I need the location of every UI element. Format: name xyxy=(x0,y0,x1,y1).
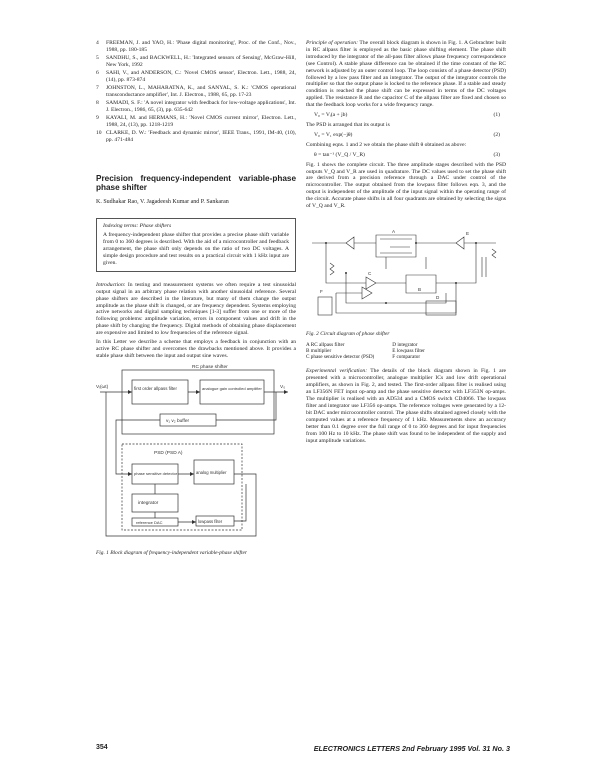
figure-1-block-diagram xyxy=(96,364,296,548)
svg-text:C: C xyxy=(368,270,372,276)
figure-2-caption: Fig. 2 Circuit diagram of phase shifter xyxy=(306,330,390,337)
svg-text:F: F xyxy=(320,288,323,294)
reference-item: 9 KAYALI, M. and HERMANS, H.: 'Novel CMOS current mirror', Electron. Lett., 1988, 24, (13), pp. 1218-1219 xyxy=(96,115,296,128)
principle-heading: Principle of operation: xyxy=(306,40,358,46)
reference-item: 6 SAHI, V., and ANDERSON, C.: 'Novel CMOS sensor', Electron. Lett., 1988, 24, (14), pp. 873-874 xyxy=(96,70,296,83)
reference-item: 4 FREEMAN, J. and YAO, H.: 'Phase digital monitoring', Proc. of the Conf., Nov., 1988, pp. 180-185 xyxy=(96,40,296,53)
experimental-heading: Experimental verification: xyxy=(306,368,368,375)
journal-info: ELECTRONICS LETTERS 2nd February 1995 Vol. 31 No. 3 xyxy=(313,744,510,753)
figure-2-circuit-diagram xyxy=(306,213,506,329)
reference-item: 8 SAMADI, S. F.: 'A novel integrator with feedback for low-voltage applications', Int. J. Electron., 1986, 65, (3), pp. 635-642 xyxy=(96,100,296,113)
legend-item: D integrator xyxy=(392,341,418,348)
principle-paragraph-2: Fig. 1 shows the complete circuit. The three amplitude stages described with the PSD outputs V_Q and V_R are used in quadrature. The DC values used to set the phase shift are derived from a precision reference through a DAC under control of the microcontroller. The output obtained from the lowpass filter follows eqn. 3, and the output is independent of the amplitude of the input signal within the operating range of the circuit. Accurate phase shifts in all four quadrants are obtained by selecting the signs of V_Q and V_R. xyxy=(306,161,506,210)
gain-label: analogue gain controlled amplifier xyxy=(202,385,262,391)
intro-paragraph: Introduction: In testing and measurement systems we often require a test sinusoidal output signal in an arbitrary phase relation with another sinusoidal reference. Several phase shifters are described in the literature, but many of them change the output amplitude as the phase shift is changed, or are frequency dependent. Systems employing active networks and digital sampling techniques [1-3] suffer from one or more of the following problems: amplitude variation, errors in component values and drift in the phase shift by changing the frequency. Digital methods of obtaining phase displacement are expensive and limited to low frequencies of the reference signal. xyxy=(96,281,296,337)
reference-label: reference DAC xyxy=(136,519,163,525)
figure-1-caption: Fig. 1 Block diagram of frequency-independent variable-phase shifter xyxy=(96,549,248,556)
psd-group xyxy=(122,444,242,530)
vout-label: V₀ xyxy=(280,384,286,390)
allpass-label: first order allpass filter xyxy=(134,385,177,391)
reference-item: 5 SANDHU, S., and BACKWELL, H.: 'Integrated sensors of Sensing', McGraw-Hill, New York, 1992 xyxy=(96,55,296,68)
principle-paragraph: Principle of operation: The overall block diagram is shown in Fig. 1. A Gebrachter built in RC allpass filter is employed as the basic phase shifting element. The phase shift introduced by the integrator of the all-pass filter allows phase frequency correspondence (see Control). A stable phase difference can be obtained if the time constant of the RC network is adjusted by an outer control loop. The loop consists of a phase detector (PSD) followed by a low pass filter and an integrator. The output of the integrator controls the multiplier so that the output phase is locked to the reference phase. If a stable and steady condition is reached the phase shift can be expressed in terms of the DC voltages applied. The resistance R and the capacitor C of the allpass filter are fixed and chosen so that the feedback loop works for a wide frequency range. xyxy=(306,40,506,109)
page-footer xyxy=(96,744,510,756)
left-column xyxy=(96,40,296,557)
combining-sentence: Combining eqns. 1 and 2 we obtain the phase shift θ obtained as above: xyxy=(306,141,467,148)
integrator-label: integrator xyxy=(138,500,159,506)
legend-item: C phase sensitive detector (PSD) xyxy=(306,354,375,361)
psd-label: phase sensitive detector xyxy=(134,470,178,476)
reference-item: 7 JOHNSTON, L., MAHARATNA, K., and SANYAL, S. K.: 'CMOS operational transconductance amplifier', Int. J. Electron., 1988, 65, pp. 17-23 xyxy=(96,85,296,98)
svg-text:B: B xyxy=(418,286,422,292)
rc-shifter-label: RC phase shifter xyxy=(192,364,228,370)
reference-item: 10 CLARKE, D. W.: 'Feedback and dynamic mirror', IEEE Trans., 1991, IM-40, (10), pp. 471-484 xyxy=(96,130,296,143)
psd-sentence: The PSD is arranged that its output is xyxy=(306,121,390,128)
legend-item: A RC allpass filter xyxy=(306,341,345,348)
allpass-block xyxy=(132,380,188,404)
rc-phase-shifter-group xyxy=(122,370,274,434)
page-number: 354 xyxy=(96,744,108,751)
right-column xyxy=(306,40,506,446)
gain-amplifier-block xyxy=(200,380,264,404)
article-authors: K. Sudhakar Rao, V. Jagadeesh Kumar and P. Sankaran xyxy=(96,199,229,205)
intro-heading: Introduction xyxy=(96,281,124,288)
experimental-paragraph: Experimental verification: The details of the block diagram shown in Fig. 1 are presented with a microcontroller, analogue multiplier ICs and low drift operational amplifiers, as shown in Fig. 2, and tested. The first-order allpass filter is realised using an LF356N FET input op-amp and the phase sensitive detector with LF353N op-amps. The multiplier is realised with an AD534 and a CMOS switch CD4066. The lowpass filter and integrator use LF356 op-amps. The reference voltages were generated by a 12-bit DAC under microcontroller control. The phase shifts obtained agreed closely with the computed values at a reference frequency of 1 kHz. Measurements show an accuracy better than 0.1 degree over the full range of 0 to 360 degrees and for input frequencies from 100 Hz to 10 kHz. The phase shift was found to be independent of the supply and input amplitude variations. xyxy=(306,368,506,444)
equation-1: V₀ = Vᵢ(a + jb) (1) xyxy=(314,112,500,119)
buffer-label: v₁ v₂ buffer xyxy=(166,418,190,424)
svg-text:D: D xyxy=(436,294,440,300)
equation-3: θ = tan⁻¹ (V_Q / V_R) (3) xyxy=(314,151,500,158)
abstract-box xyxy=(96,218,296,271)
legend-item: E lowpass filter xyxy=(392,348,425,355)
legend-item: F comparator xyxy=(392,354,421,361)
legend-item: B multiplier xyxy=(306,348,332,355)
lowpass-label: lowpass filter xyxy=(198,518,223,524)
intro-paragraph-2: In this Letter we describe a scheme that employs a feedback in conjunction with an active RC phase shifter and overcomes the drawbacks mentioned above. It provides a stable phase shift between the input and output sine waves. xyxy=(96,339,296,359)
article-title: Precision frequency-independent variable-phase phase shifter xyxy=(96,173,296,193)
abstract-text: A frequency-independent phase shifter that provides a precise phase shift variable from 0 to 360 degrees is described. With the aid of a microcontroller and feedback arrangement, the phase shift only depends on the ratio of two DC voltages. A simple design procedure and test results on a practical circuit with 1 kHz input are given. xyxy=(103,232,289,266)
multiplier-label: analog multiplier xyxy=(196,469,227,475)
svg-text:A: A xyxy=(392,228,396,234)
vin-label: Vᵢ(ωt) xyxy=(96,384,109,390)
indexing-terms: Indexing terms: Phase shifters xyxy=(103,223,172,230)
reference-list xyxy=(96,40,296,144)
figure-2-legend xyxy=(306,342,506,361)
psd-group-label: PSD (PSD A) xyxy=(154,450,183,456)
equation-2: V₀ = V₁ exp(−jθ) (2) xyxy=(314,131,500,138)
svg-text:E: E xyxy=(466,230,470,236)
circuit-dac xyxy=(318,297,332,315)
